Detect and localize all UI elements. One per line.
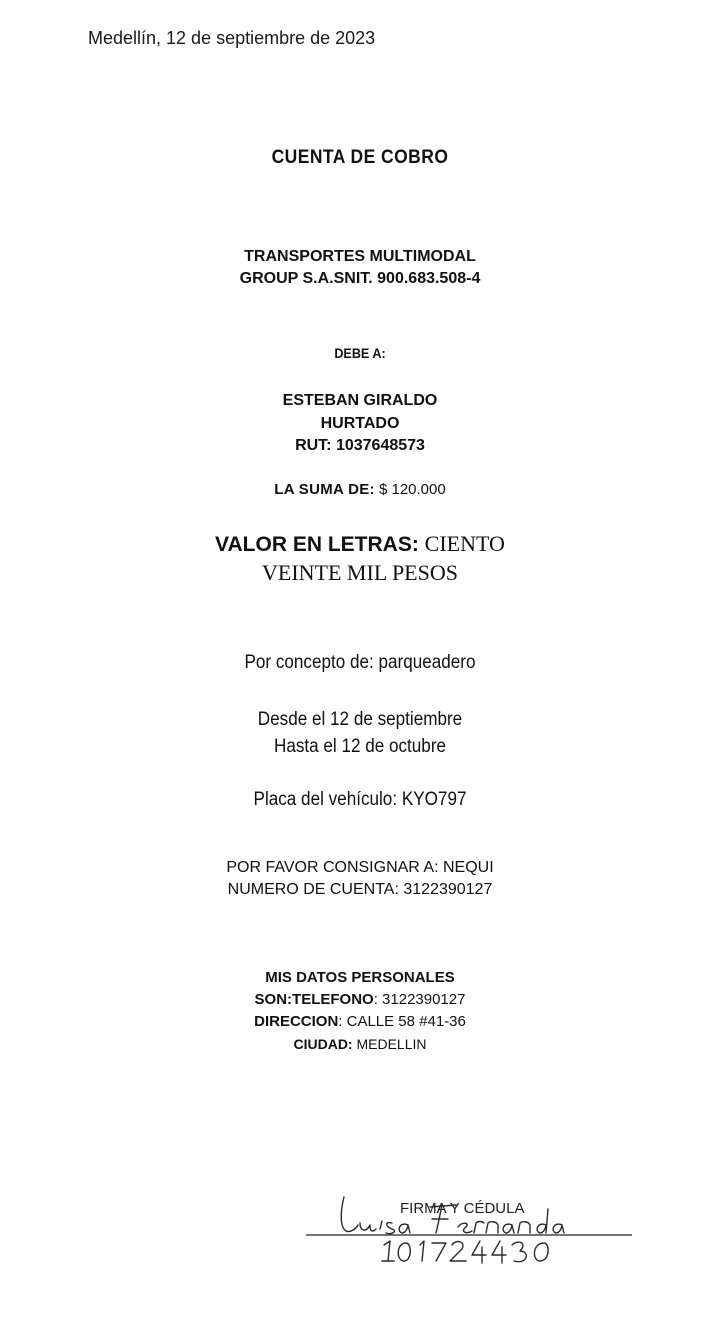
amount-in-words [0, 530, 720, 587]
debe-a-label: DEBE A: [334, 345, 386, 361]
payment-instructions [0, 857, 720, 901]
company-name-line1: TRANSPORTES MULTIMODAL [244, 248, 476, 265]
amount-words-value-1: CIENTO [424, 531, 505, 556]
vehicle-plate: Placa del vehículo: KYO797 [253, 789, 467, 810]
concept-line: Por concepto de: parqueadero [244, 652, 476, 673]
account-number: NUMERO DE CUENTA: 3122390127 [227, 881, 493, 898]
personal-data-block [0, 967, 720, 1055]
period-block [36, 706, 684, 760]
address-label: DIRECCION [254, 1013, 339, 1030]
address-value: : CALLE 58 #41-36 [338, 1013, 466, 1030]
signature-area [300, 1185, 640, 1275]
payment-method: POR FAVOR CONSIGNAR A: NEQUI [226, 859, 494, 876]
phone-label: SON:TELEFONO [254, 991, 374, 1008]
document-date: Medellín, 12 de septiembre de 2023 [88, 28, 376, 48]
period-from: Desde el 12 de septiembre [257, 709, 463, 730]
creditor-name-line2: HURTADO [320, 414, 400, 432]
amount-line [0, 481, 720, 498]
creditor-rut: RUT: 1037648573 [295, 437, 425, 454]
document-title: CUENTA DE COBRO [271, 147, 449, 168]
company-block [0, 246, 720, 290]
amount-words-value-2: VEINTE MIL PESOS [262, 560, 458, 585]
amount-value: $ 120.000 [378, 481, 446, 498]
creditor-block [0, 390, 720, 458]
phone-value: : 3122390127 [373, 991, 466, 1008]
personal-data-heading: MIS DATOS PERSONALES [265, 969, 455, 986]
creditor-name-line1: ESTEBAN GIRALDO [282, 392, 438, 409]
period-to: Hasta el 12 de octubre [273, 736, 447, 757]
amount-words-label: VALOR EN LETRAS: [215, 533, 419, 556]
city-label: CIUDAD: [293, 1036, 353, 1052]
amount-label: LA SUMA DE: [274, 481, 375, 498]
signature-caption: FIRMA Y CÉDULA [400, 1200, 525, 1217]
company-name-line2: GROUP S.A.SNIT. 900.683.508-4 [239, 270, 481, 287]
city-value: MEDELLIN [352, 1036, 427, 1052]
